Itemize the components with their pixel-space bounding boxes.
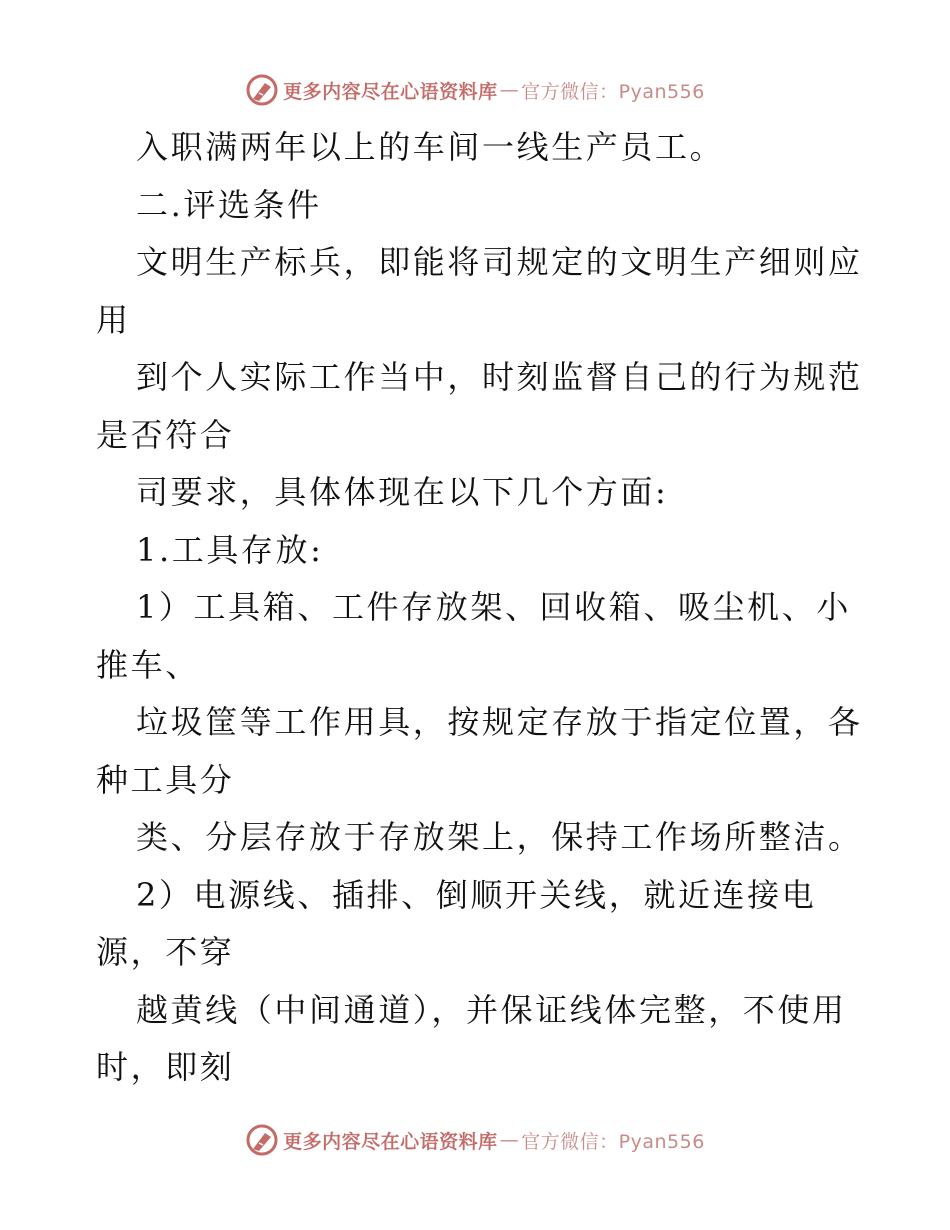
watermark-wechat: 官方微信：Pyan556: [521, 80, 705, 103]
pen-nib-logo-icon: [245, 73, 279, 107]
watermark-footer: [0, 1120, 950, 1160]
paragraph-line: 司要求，具体体现在以下几个方面:: [136, 473, 669, 511]
paragraph-line: 到个人实际工作当中，时刻监督自己的行为规范: [136, 358, 863, 396]
document-body: [96, 119, 863, 1097]
paragraph-line: 越黄线（中间通道），并保证线体完整，不使用: [136, 990, 847, 1029]
section-heading: 二.评选条件: [136, 185, 322, 224]
paragraph-line: 种工具分: [96, 760, 235, 799]
pen-nib-logo-icon: [245, 1123, 279, 1157]
subsection-heading: 1.工具存放:: [136, 530, 324, 569]
watermark-title: 更多内容尽在心语资料库: [283, 1130, 498, 1153]
paragraph-line: 用: [96, 300, 131, 339]
paragraph-line: 入职满两年以上的车间一线生产员工。: [136, 128, 725, 166]
paragraph-line: 2）电源线、插排、倒顺开关线，就近连接电: [136, 875, 817, 914]
paragraph-line: 时，即刻: [96, 1048, 235, 1086]
paragraph-line: 类、分层存放于存放架上，保持工作场所整洁。: [136, 818, 863, 856]
paragraph-line: 垃圾筐等工作用具，按规定存放于指定位置，各: [136, 703, 863, 741]
watermark-dash: —: [499, 79, 520, 101]
paragraph-line: 文明生产标兵，即能将司规定的文明生产细则应: [136, 243, 863, 281]
watermark-header: [0, 70, 950, 110]
watermark-wechat: 官方微信：Pyan556: [521, 1130, 705, 1153]
watermark-dash: —: [499, 1129, 520, 1151]
paragraph-line: 源，不穿: [96, 933, 235, 971]
watermark-title: 更多内容尽在心语资料库: [283, 80, 498, 103]
paragraph-line: 是否符合: [96, 415, 235, 454]
paragraph-line: 推车、: [96, 645, 200, 684]
paragraph-line: 1）工具箱、工件存放架、回收箱、吸尘机、小: [136, 588, 851, 626]
